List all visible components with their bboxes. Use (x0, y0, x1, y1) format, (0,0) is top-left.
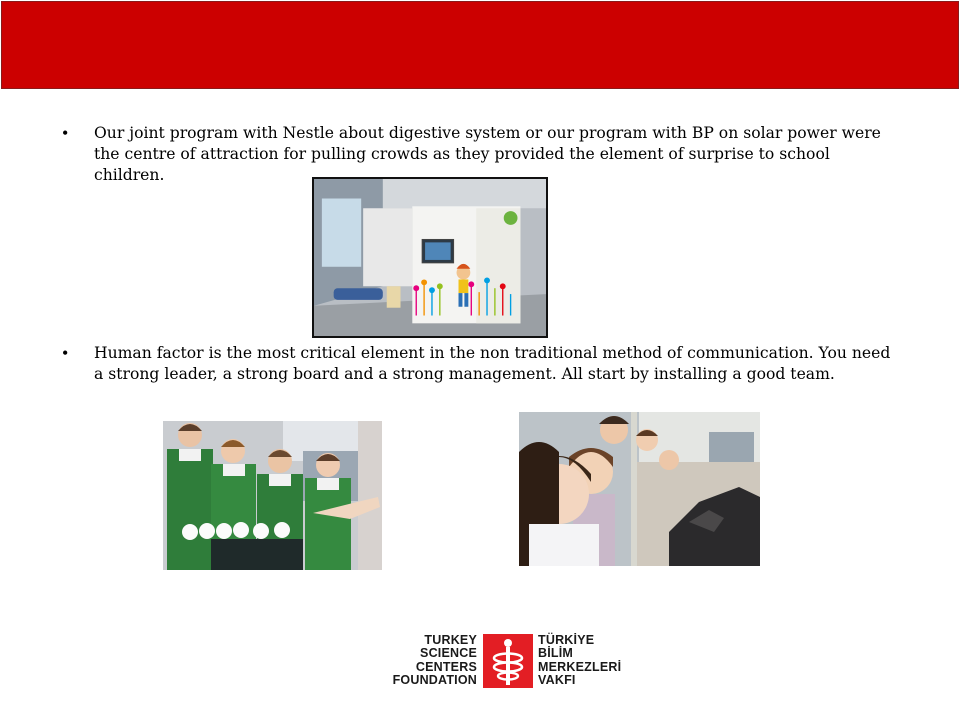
bullet-marker-2: • (62, 343, 69, 363)
students-in-green-uniforms-photo (163, 421, 382, 570)
bullet-text-1: Our joint program with Nestle about digestive system or our program with BP on solar power were the centre of attraction for pulling crowds as they provided the element of surprise to school children. (94, 124, 881, 184)
header-bar (1, 1, 959, 89)
turkey-science-centers-foundation-logo (394, 632, 620, 690)
bullet-text-2: Human factor is the most critical element in the non traditional method of communication. You need a strong leader, a strong board and a strong management. All start by installing a good team. (94, 344, 891, 383)
bullet-marker-1: • (62, 123, 69, 143)
bp-solar-exhibit-photo (312, 177, 548, 338)
logo-text-turkish: TÜRKİYE BİLİM MERKEZLERİ VAKFI (538, 633, 622, 688)
logo-text-english: TURKEY SCIENCE CENTERS FOUNDATION (392, 633, 477, 688)
children-at-display-case-photo (519, 412, 760, 566)
foundation-emblem-icon (483, 634, 533, 688)
